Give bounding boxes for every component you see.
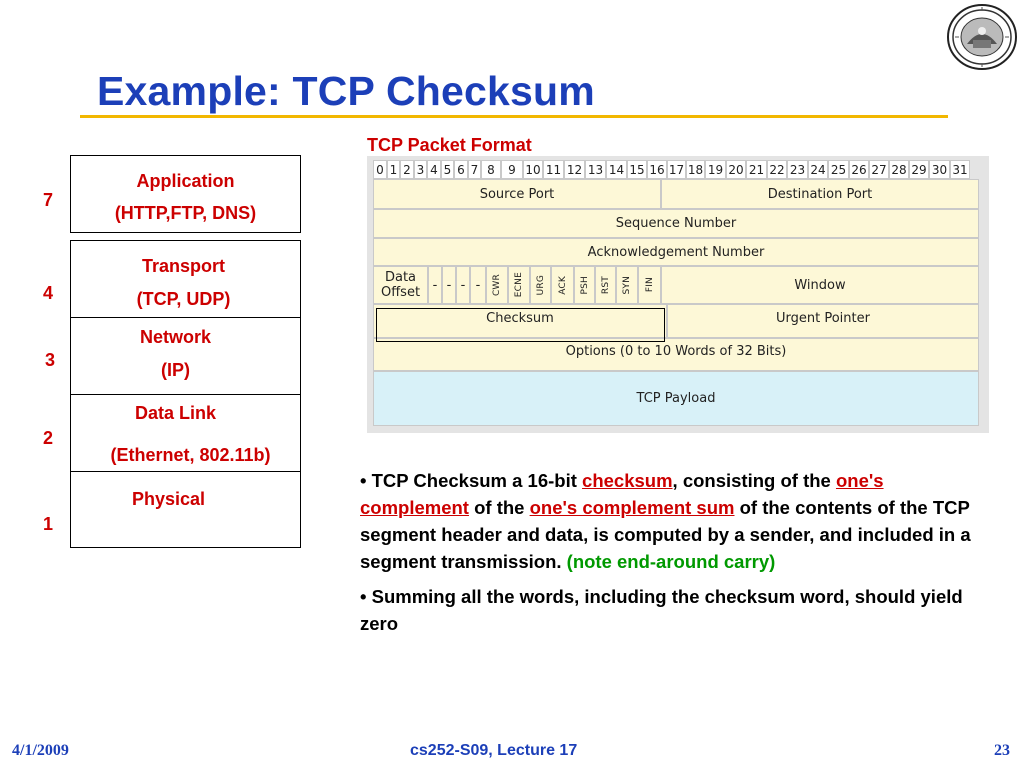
layer-name-physical: Physical [131,489,206,509]
checksum-link[interactable]: checksum [582,470,673,491]
reserved-bit: - [456,266,470,304]
layer-number-1: 1 [43,514,54,534]
bit-number-cell: 22 [767,160,787,179]
bit-number-cell: 24 [808,160,828,179]
layer-protocols-data-link: (Ethernet, 802.11b) [110,445,271,465]
checksum-highlight-box [376,308,665,342]
bit-number-cell: 18 [686,160,705,179]
bit-number-cell: 4 [427,160,441,179]
footer-course: cs252-S09, Lecture 17 [410,742,578,759]
bit-number-cell: 28 [889,160,909,179]
bullet-list [360,467,980,645]
bit-number-cell: 31 [950,160,970,179]
flag-fin [638,266,661,304]
flag-rst [595,266,616,304]
bit-number-cell: 0 [373,160,387,179]
urgent-pointer-field: Urgent Pointer [667,304,979,338]
flag-label: CWR [492,273,502,297]
flag-label: RST [600,275,611,295]
flag-ecne [508,266,530,304]
reserved-bit: - [428,266,442,304]
flag-label: PSH [579,275,590,295]
checksum-field: Checksum [373,304,667,338]
layer-number-4: 4 [43,283,54,303]
bit-number-cell: 5 [441,160,454,179]
layer-divider [70,394,301,395]
reserved-bit: - [470,266,486,304]
tcp-packet-diagram [367,156,989,433]
bit-number-cell: 27 [869,160,889,179]
bit-number-cell: 29 [909,160,929,179]
flag-cwr [486,266,508,304]
flag-urg [530,266,551,304]
bit-number-cell: 15 [627,160,647,179]
bit-number-cell: 13 [585,160,606,179]
bit-number-cell: 10 [523,160,543,179]
flag-ack [551,266,574,304]
window-field: Window [661,266,979,304]
title-underline [80,115,948,118]
layer-number-2: 2 [43,428,54,448]
ones-complement-sum-link[interactable]: one's complement sum [529,497,735,518]
bit-number-cell: 7 [468,160,481,179]
bit-number-cell: 20 [726,160,746,179]
bit-number-cell: 23 [787,160,808,179]
slide-title: Example: TCP Checksum [97,68,595,114]
bit-number-cell: 21 [746,160,767,179]
reserved-bit: - [442,266,456,304]
bit-number-cell: 6 [454,160,468,179]
packet-format-caption: TCP Packet Format [367,135,532,155]
ones-complement-link[interactable]: one's complement [360,470,884,518]
bit-number-cell: 26 [849,160,869,179]
bit-number-cell: 11 [543,160,564,179]
bit-number-cell: 9 [501,160,523,179]
layer-name-application: Application [136,171,235,191]
bit-number-cell: 25 [828,160,849,179]
bit-number-cell: 16 [647,160,667,179]
layer-protocols-application: (HTTP,FTP, DNS) [114,203,257,223]
bit-number-cell: 1 [387,160,400,179]
footer-date: 4/1/2009 [12,742,69,759]
flag-label: SYN [622,275,632,295]
end-around-carry-note: (note end-around carry) [566,551,776,572]
layer-protocols-network: (IP) [161,360,190,380]
flag-label: FIN [644,277,655,293]
flag-label: ECNE [514,272,524,298]
source-port-field: Source Port [373,179,661,209]
university-seal-icon [947,4,1017,70]
flag-syn [616,266,638,304]
bullet-checksum-definition [360,467,980,575]
flag-label: URG [535,274,546,296]
bullet-text: of the contents of the TCP segment header and data, is computed by a sender, and included in a segment transmission. [360,497,971,572]
flag-psh [574,266,595,304]
bit-number-cell: 12 [564,160,585,179]
bit-number-cell: 3 [414,160,427,179]
bullet-text: , consisting of the [672,470,836,491]
bit-number-cell: 2 [400,160,414,179]
ack-number-field: Acknowledgement Number [373,238,979,266]
bit-number-cell: 30 [929,160,950,179]
layer-number-3: 3 [45,350,56,370]
bullet-text: of the [468,497,530,518]
tcp-payload-field: TCP Payload [373,371,979,426]
layer-protocols-transport: (TCP, UDP) [136,289,231,309]
destination-port-field: Destination Port [661,179,979,209]
bit-number-cell: 19 [705,160,726,179]
bit-number-cell: 8 [481,160,501,179]
bit-number-cell: 17 [667,160,686,179]
layer-divider [70,471,301,472]
bit-number-cell: 14 [606,160,627,179]
bullet-summing-words: • Summing all the words, including the checksum word, should yield zero [360,586,963,634]
layer-name-transport: Transport [141,256,225,276]
footer-page-number: 23 [994,742,1010,759]
bullet-text: • TCP Checksum a 16-bit [360,470,583,491]
layer-name-network: Network [139,327,211,347]
layer-name-data-link: Data Link [134,403,217,423]
layer-divider [70,317,301,318]
layer-number-7: 7 [43,190,54,210]
sequence-number-field: Sequence Number [373,209,979,238]
options-field: Options (0 to 10 Words of 32 Bits) [373,338,979,371]
flag-label: ACK [557,275,568,295]
data-offset-field: Data Offset [373,266,428,304]
